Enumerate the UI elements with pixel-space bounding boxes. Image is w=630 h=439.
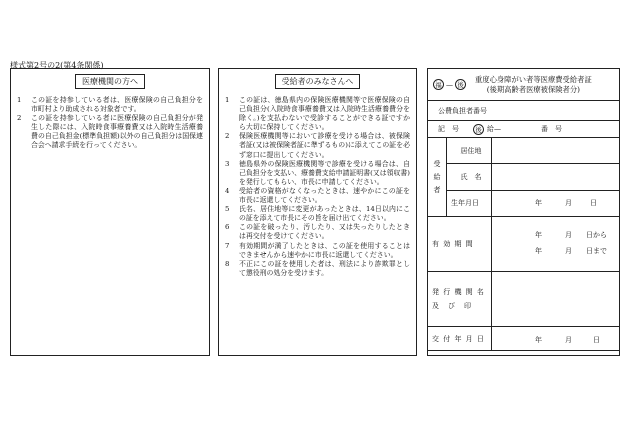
notice-item-number: 3	[225, 159, 230, 168]
address-row	[447, 138, 619, 164]
welfare-mark-circle: 福	[433, 79, 444, 90]
notice-item-number: 4	[225, 186, 230, 195]
recipient-label	[428, 138, 447, 216]
birth-date-label: 生年月日	[447, 191, 492, 216]
name-row	[447, 164, 619, 190]
recipient-label-char-1: 受	[433, 159, 441, 168]
notice-item	[225, 160, 410, 187]
issuer-label	[428, 272, 492, 326]
valid-until-month-unit: 月	[565, 247, 572, 255]
notice-item-text: 徳島県外の保険医療機関等で診療を受ける場合は、自己負担分を支払い、療養費支給申請証明書(又は領収書)を発行してもらい、市長に申請してください。	[239, 159, 410, 186]
validity-label: 有 効 期 間	[428, 217, 492, 271]
medical-institution-notice-list	[17, 96, 203, 151]
notice-item	[225, 223, 410, 241]
form-number-label: 様式第2号の2(第4条関係)	[10, 61, 104, 70]
medical-institution-notice-panel	[10, 68, 210, 356]
notice-item-number: 5	[225, 205, 230, 214]
symbol-mark-circle: 後	[473, 124, 484, 135]
notice-item	[17, 96, 203, 114]
notice-item-number: 8	[225, 259, 230, 268]
certificate-panel	[427, 68, 620, 356]
number-label: 番 号	[541, 125, 562, 133]
notice-item-text: 有効期間が満了したときは、この証を使用することはできませんから速やかに市長に返還してください。	[239, 241, 410, 259]
issuer-value	[492, 272, 619, 326]
recipient-label-char-3: 者	[433, 185, 441, 194]
certificate-marks	[433, 79, 466, 90]
validity-row	[428, 217, 619, 272]
notice-item-text: 氏名、居住地等に変更があったときは、14日以内にこの証を添えて市長にその旨を届け出てください。	[239, 205, 410, 223]
address-label: 居住地	[447, 138, 492, 163]
notice-item-text: 保険医療機関等において診療を受ける場合は、被保険者証(又は被保険者証に準ずるもの)に添えてこの証を必ず窓口に提出してください。	[239, 132, 410, 159]
elderly-mark-circle: 後	[455, 79, 466, 90]
birth-year-unit: 年	[535, 199, 542, 208]
birth-day-unit: 日	[590, 199, 597, 208]
notice-item-text: 受給者の資格がなくなったときは、速やかにこの証を市長に返還してください。	[239, 186, 410, 205]
mark-dash: —	[446, 80, 453, 89]
issue-date-label: 交 付 年 月 日	[428, 327, 492, 350]
valid-from-year-unit: 年	[535, 231, 542, 239]
recipient-label-char-2: 給	[433, 172, 441, 181]
notice-item-number: 7	[225, 241, 230, 250]
issuer-label-line1: 発 行 機 関 名	[432, 288, 485, 296]
notice-item-text: この証を破ったり、汚したり、又は失ったりしたときは再交付を受けてください。	[239, 223, 410, 241]
certificate-title-line2: (後期高齢者医療被保険者分)	[486, 84, 580, 94]
valid-until-text: 日まで	[586, 247, 607, 255]
notice-item-number: 1	[17, 96, 22, 104]
recipient-notice-panel	[218, 68, 417, 356]
issuer-row	[428, 272, 619, 327]
validity-value	[492, 217, 619, 271]
symbol-value	[473, 124, 501, 135]
recipient-rows	[447, 138, 619, 216]
notice-item	[225, 187, 410, 205]
medical-institution-notice-title: 医療機関の方へ	[75, 74, 145, 89]
notice-item-number: 2	[225, 132, 230, 141]
payer-number-row	[428, 101, 619, 120]
notice-item	[225, 96, 410, 132]
certificate-title	[475, 75, 592, 95]
birth-month-unit: 月	[565, 199, 572, 208]
notice-item-text: この証を持参している者は、医療保険の自己負担分を市町村より助成される対象者です。	[31, 96, 203, 114]
birth-date-row	[447, 191, 619, 216]
certificate-title-line1: 重度心身障がい者等医療費受給者証	[475, 74, 592, 84]
notice-item	[225, 242, 410, 260]
certificate-header	[428, 69, 619, 101]
recipient-notice-title: 受給者のみなさんへ	[275, 74, 361, 89]
symbol-number-row	[428, 120, 619, 138]
valid-from-text: 日から	[586, 231, 607, 239]
name-label: 氏 名	[447, 164, 492, 189]
valid-from-month-unit: 月	[565, 231, 572, 239]
payer-number-label: 公費負担者番号	[438, 106, 487, 115]
notice-item	[17, 114, 203, 150]
recipient-section	[428, 138, 619, 217]
notice-item-number: 2	[17, 114, 22, 123]
issue-month-unit: 月	[565, 336, 572, 344]
symbol-suffix: 給—	[487, 125, 501, 133]
notice-item-text: この証を持参している者に医療保険の自己負担分が発生した際には、入院時食事療養費又は入院時生活療養費の自己負担金(標準負担額)以外の自己負担分は国保連合会へ請求手続を行ってください。	[31, 114, 203, 150]
notice-item-number: 1	[225, 96, 230, 104]
notice-item-text: この証は、徳島県内の保険医療機関等で医療保険の自己負担分(入院時食事療養費又は入院時生活療養費分を除く。)を支払わないで受診することができる証ですから大切に保持してください。	[239, 96, 410, 132]
notice-item	[225, 260, 410, 278]
notice-item-text: 不正にこの証を使用した者は、刑法により詐欺罪として懲役刑の処分を受けます。	[239, 259, 410, 277]
notice-item-number: 6	[225, 223, 230, 232]
symbol-label: 記 号	[438, 125, 459, 133]
issue-date-value	[492, 327, 619, 350]
issue-year-unit: 年	[535, 336, 542, 344]
issuer-label-line2: 及 び 印	[432, 302, 472, 310]
valid-until-year-unit: 年	[535, 247, 542, 255]
issue-date-row	[428, 327, 619, 351]
notice-item	[225, 205, 410, 223]
recipient-notice-list	[225, 96, 410, 278]
notice-item	[225, 132, 410, 159]
issue-day-unit: 日	[593, 336, 600, 344]
